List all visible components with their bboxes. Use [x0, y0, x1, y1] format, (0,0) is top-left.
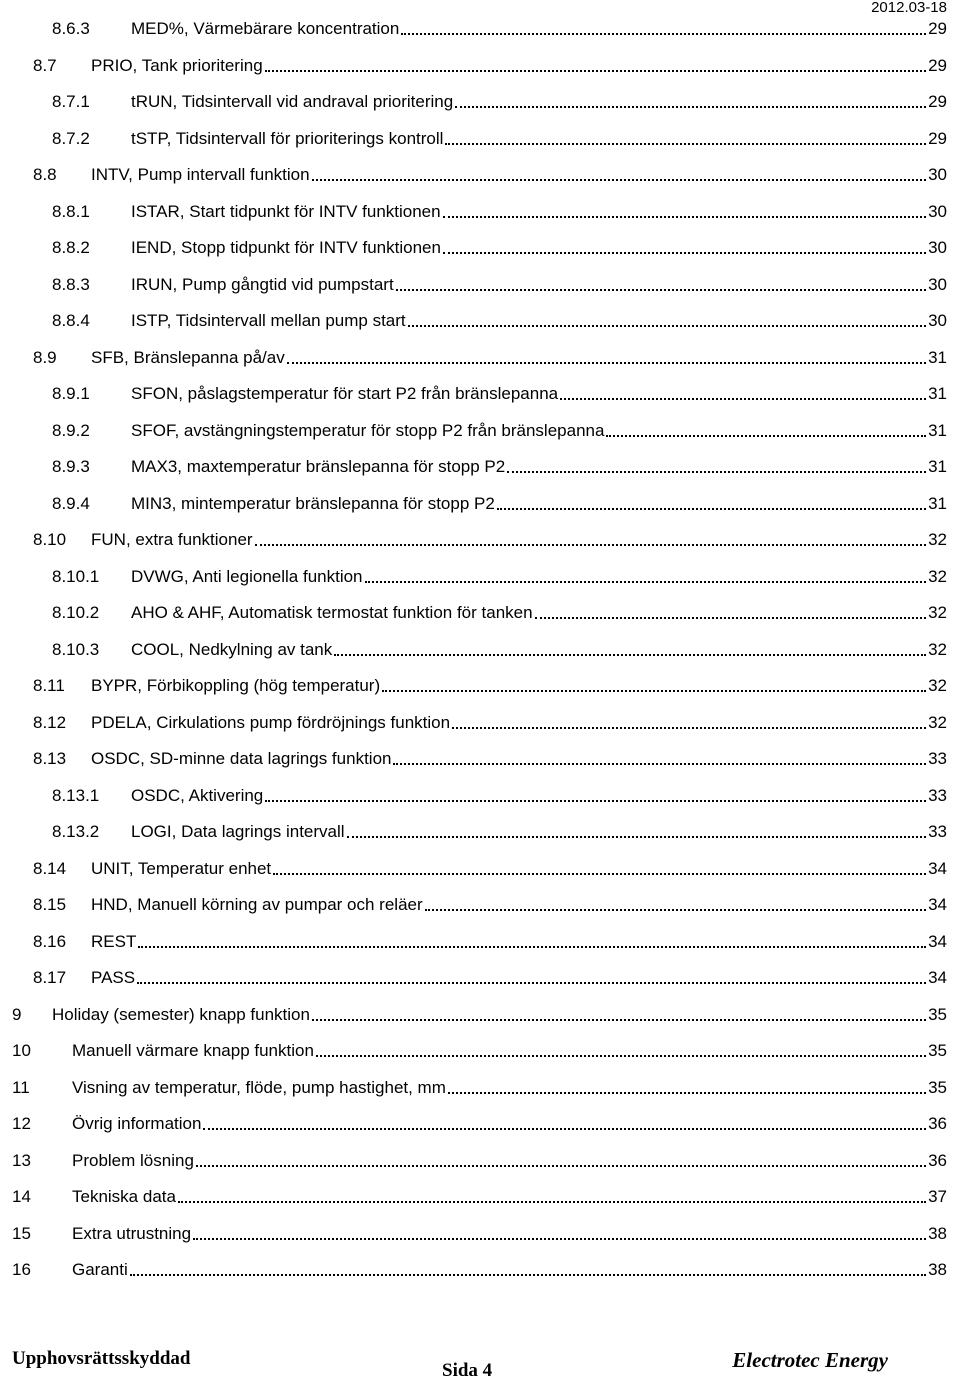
toc-entry-page: 33: [928, 785, 947, 805]
toc-dot-leader: [312, 179, 926, 181]
toc-entry-page: 33: [928, 749, 947, 768]
toc-entry-title: Problem lösning: [72, 1150, 194, 1170]
toc-dot-leader: [425, 909, 926, 911]
toc-entry-number: 11: [12, 1077, 30, 1097]
toc-entry[interactable]: [0, 193, 960, 223]
toc-entry-title: Extra utrustning: [72, 1223, 192, 1243]
toc-entry-title: FUN, extra funktioner: [91, 530, 253, 549]
toc-entry-title: Holiday (semester) knapp funktion: [52, 1004, 310, 1024]
toc-dot-leader: [347, 836, 927, 838]
toc-entry-number: 8.13.2: [52, 822, 100, 841]
toc-entry[interactable]: [0, 1032, 960, 1062]
footer-divider: [10, 1344, 948, 1345]
toc-entry-number: 8.9.4: [52, 493, 90, 513]
toc-dot-leader: [193, 1238, 926, 1240]
toc-entry-page: 32: [928, 530, 947, 549]
toc-entry[interactable]: [0, 1105, 960, 1135]
toc-entry[interactable]: [0, 1251, 960, 1281]
toc-entry-title: SFB, Bränslepanna på/av: [91, 347, 285, 367]
toc-entry-number: 8.17: [33, 968, 67, 987]
toc-entry-page: 29: [928, 55, 947, 75]
toc-entry[interactable]: [0, 558, 960, 588]
toc-entry-page: 31: [928, 384, 947, 403]
toc-entry-title: MED%, Värmebärare koncentration: [131, 19, 400, 38]
toc-dot-leader: [196, 1165, 926, 1167]
toc-entry[interactable]: [0, 156, 960, 186]
toc-dot-leader: [203, 1128, 926, 1130]
toc-entry[interactable]: [0, 521, 960, 551]
toc-entry-page: 35: [928, 1041, 947, 1060]
toc-entry-number: 8.9: [33, 347, 57, 367]
toc-entry-title: COOL, Nedkylning av tank: [131, 639, 333, 659]
toc-dot-leader: [606, 435, 926, 437]
toc-dot-leader: [265, 70, 926, 72]
toc-entry[interactable]: [0, 120, 960, 150]
toc-entry-page: 34: [928, 968, 947, 987]
toc-entry-title: SFOF, avstängningstemperatur för stopp P2 från bränslepanna: [131, 420, 605, 440]
toc-entry[interactable]: [0, 266, 960, 296]
toc-entry[interactable]: [0, 339, 960, 369]
toc-entry-number: 8.14: [33, 858, 67, 878]
toc-dot-leader: [535, 617, 927, 619]
footer-company: Electrotec Energy: [732, 1348, 888, 1372]
toc-entry-title: INTV, Pump intervall funktion: [91, 165, 310, 184]
toc-dot-leader: [393, 763, 926, 765]
toc-entry-title: ISTP, Tidsintervall mellan pump start: [131, 311, 406, 330]
toc-dot-leader: [138, 946, 926, 948]
toc-dot-leader: [137, 982, 926, 984]
toc-entry-page: 31: [928, 493, 947, 513]
toc-entry-page: 31: [928, 457, 947, 476]
toc-entry-number: 12: [12, 1114, 31, 1133]
toc-entry[interactable]: [0, 704, 960, 734]
toc-dot-leader: [265, 800, 926, 802]
toc-entry-title: Övrig information: [72, 1114, 202, 1133]
toc-entry-title: Visning av temperatur, flöde, pump hastighet, mm: [72, 1077, 446, 1097]
toc-entry-number: 8.8.3: [52, 274, 90, 294]
toc-entry-page: 35: [928, 1004, 947, 1024]
toc-entry-page: 32: [928, 712, 947, 732]
toc-dot-leader: [443, 252, 926, 254]
toc-dot-leader: [365, 581, 927, 583]
toc-entry[interactable]: [0, 448, 960, 478]
toc-entry-title: tSTP, Tidsintervall för prioriterings kontroll: [131, 128, 444, 148]
toc-dot-leader: [130, 1274, 926, 1276]
toc-entry-number: 8.9.2: [52, 420, 90, 440]
toc-entry-number: 8.10.1: [52, 566, 100, 586]
toc-entry-page: 34: [928, 931, 947, 951]
toc-entry-title: MAX3, maxtemperatur bränslepanna för stopp P2: [131, 457, 506, 476]
toc-entry-title: REST: [91, 931, 137, 951]
toc-entry-title: HND, Manuell körning av pumpar och reläer: [91, 895, 423, 914]
toc-entry[interactable]: [0, 375, 960, 405]
toc-entry[interactable]: [0, 10, 960, 40]
toc-entry-page: 37: [928, 1187, 947, 1206]
toc-entry-page: 30: [928, 311, 947, 330]
toc-entry[interactable]: [0, 777, 960, 807]
toc-entry-page: 36: [928, 1114, 947, 1133]
toc-entry-title: LOGI, Data lagrings intervall: [131, 822, 345, 841]
toc-entry-number: 8.16: [33, 931, 67, 951]
toc-entry[interactable]: [0, 485, 960, 515]
toc-entry[interactable]: [0, 1142, 960, 1172]
toc-entry-number: 8.7.2: [52, 128, 90, 148]
toc-entry-number: 8.13: [33, 749, 67, 768]
toc-entry[interactable]: [0, 740, 960, 770]
toc-dot-leader: [255, 544, 927, 546]
toc-entry[interactable]: [0, 631, 960, 661]
toc-entry-title: DVWG, Anti legionella funktion: [131, 566, 363, 586]
toc-dot-leader: [287, 362, 926, 364]
toc-entry-title: PASS: [91, 968, 136, 987]
toc-entry-page: 38: [928, 1223, 947, 1243]
toc-entry[interactable]: [0, 47, 960, 77]
toc-entry-page: 29: [928, 128, 947, 148]
toc-entry-page: 36: [928, 1150, 947, 1170]
toc-entry-number: 8.15: [33, 895, 67, 914]
toc-entry-title: BYPR, Förbikoppling (hög temperatur): [91, 676, 381, 695]
toc-dot-leader: [396, 289, 926, 291]
toc-entry-page: 31: [928, 347, 947, 367]
toc-entry[interactable]: [0, 959, 960, 989]
toc-entry-number: 8.9.1: [52, 384, 90, 403]
toc-entry[interactable]: [0, 923, 960, 953]
footer-page-number: Sida 4: [442, 1360, 493, 1381]
toc-entry-number: 8.8.1: [52, 201, 90, 221]
toc-dot-leader: [273, 873, 926, 875]
toc-dot-leader: [401, 33, 926, 35]
toc-dot-leader: [408, 325, 926, 327]
toc-entry-page: 32: [928, 676, 947, 695]
toc-dot-leader: [560, 398, 926, 400]
toc-entry-page: 33: [928, 822, 947, 841]
toc-entry-title: ISTAR, Start tidpunkt för INTV funktionen: [131, 201, 441, 221]
toc-entry-title: SFON, påslagstemperatur för start P2 från bränslepanna: [131, 384, 559, 403]
toc-entry-number: 8.10.3: [52, 639, 100, 659]
toc-entry-title: tRUN, Tidsintervall vid andraval prioritering: [131, 92, 454, 111]
toc-dot-leader: [507, 471, 926, 473]
toc-entry-number: 8.8.2: [52, 238, 90, 257]
toc-entry-page: 30: [928, 274, 947, 294]
footer-copyright: Upphovsrättsskyddad: [12, 1348, 191, 1369]
toc-entry[interactable]: [0, 886, 960, 916]
toc-entry-page: 35: [928, 1077, 947, 1097]
toc-entry[interactable]: [0, 667, 960, 697]
toc-entry[interactable]: [0, 996, 960, 1026]
toc-dot-leader: [443, 216, 926, 218]
toc-dot-leader: [334, 654, 926, 656]
toc-entry-page: 32: [928, 603, 947, 622]
toc-entry-number: 8.7.1: [52, 92, 90, 111]
toc-dot-leader: [382, 690, 926, 692]
toc-entry-page: 31: [928, 420, 947, 440]
toc-entry[interactable]: [0, 813, 960, 843]
toc-entry-title: Garanti: [72, 1260, 128, 1279]
toc-entry-number: 16: [12, 1260, 31, 1279]
toc-entry-number: 15: [12, 1223, 31, 1243]
toc-entry[interactable]: [0, 1178, 960, 1208]
toc-dot-leader: [455, 106, 926, 108]
toc-entry-number: 8.7: [33, 55, 57, 75]
toc-entry-number: 13: [12, 1150, 31, 1170]
toc-entry[interactable]: [0, 1215, 960, 1245]
toc-entry-page: 29: [928, 19, 947, 38]
toc-entry-page: 34: [928, 858, 947, 878]
toc-entry-number: 8.9.3: [52, 457, 90, 476]
toc-entry[interactable]: [0, 412, 960, 442]
toc-entry[interactable]: [0, 229, 960, 259]
toc-entry-number: 14: [12, 1187, 31, 1206]
toc-entry-title: AHO & AHF, Automatisk termostat funktion för tanken: [131, 603, 533, 622]
toc-entry-title: OSDC, SD-minne data lagrings funktion: [91, 749, 392, 768]
toc-entry-title: OSDC, Aktivering: [131, 785, 264, 805]
toc-entry-number: 8.12: [33, 712, 67, 732]
toc-entry-title: Manuell värmare knapp funktion: [72, 1041, 314, 1060]
header-date: 2012.03-18: [871, 0, 947, 16]
toc-dot-leader: [497, 508, 926, 510]
toc-entry-page: 30: [928, 201, 947, 221]
toc-dot-leader: [452, 727, 926, 729]
toc-dot-leader: [448, 1092, 926, 1094]
toc-dot-leader: [312, 1019, 926, 1021]
toc-entry-title: PRIO, Tank prioritering: [91, 55, 263, 75]
toc-entry-number: 8.13.1: [52, 785, 100, 805]
toc-entry[interactable]: [0, 850, 960, 880]
toc-entry-page: 29: [928, 92, 947, 111]
toc-entry-number: 10: [12, 1041, 31, 1060]
toc-entry-title: UNIT, Temperatur enhet: [91, 858, 272, 878]
toc-entry-number: 8.6.3: [52, 19, 90, 38]
toc-entry-title: IEND, Stopp tidpunkt för INTV funktionen: [131, 238, 441, 257]
toc-entry-title: IRUN, Pump gångtid vid pumpstart: [131, 274, 394, 294]
toc-entry-number: 8.11: [33, 676, 65, 695]
toc-entry-title: Tekniska data: [72, 1187, 176, 1206]
toc-entry-page: 30: [928, 238, 947, 257]
toc-entry-page: 30: [928, 165, 947, 184]
toc-entry-page: 32: [928, 566, 947, 586]
toc-dot-leader: [178, 1201, 926, 1203]
toc-entry-number: 9: [12, 1004, 22, 1024]
toc-entry-number: 8.8: [33, 165, 57, 184]
toc-entry[interactable]: [0, 1069, 960, 1099]
toc-entry-title: MIN3, mintemperatur bränslepanna för stopp P2: [131, 493, 495, 513]
toc-entry-title: PDELA, Cirkulations pump fördröjnings funktion: [91, 712, 451, 732]
toc-dot-leader: [445, 143, 926, 145]
toc-dot-leader: [316, 1055, 926, 1057]
toc-entry[interactable]: [0, 302, 960, 332]
toc-entry-page: 32: [928, 639, 947, 659]
toc-entry-page: 34: [928, 895, 947, 914]
toc-entry[interactable]: [0, 594, 960, 624]
toc-entry-page: 38: [928, 1260, 947, 1279]
toc-entry[interactable]: [0, 83, 960, 113]
toc-entry-number: 8.8.4: [52, 311, 90, 330]
toc-entry-number: 8.10.2: [52, 603, 100, 622]
toc-entry-number: 8.10: [33, 530, 67, 549]
